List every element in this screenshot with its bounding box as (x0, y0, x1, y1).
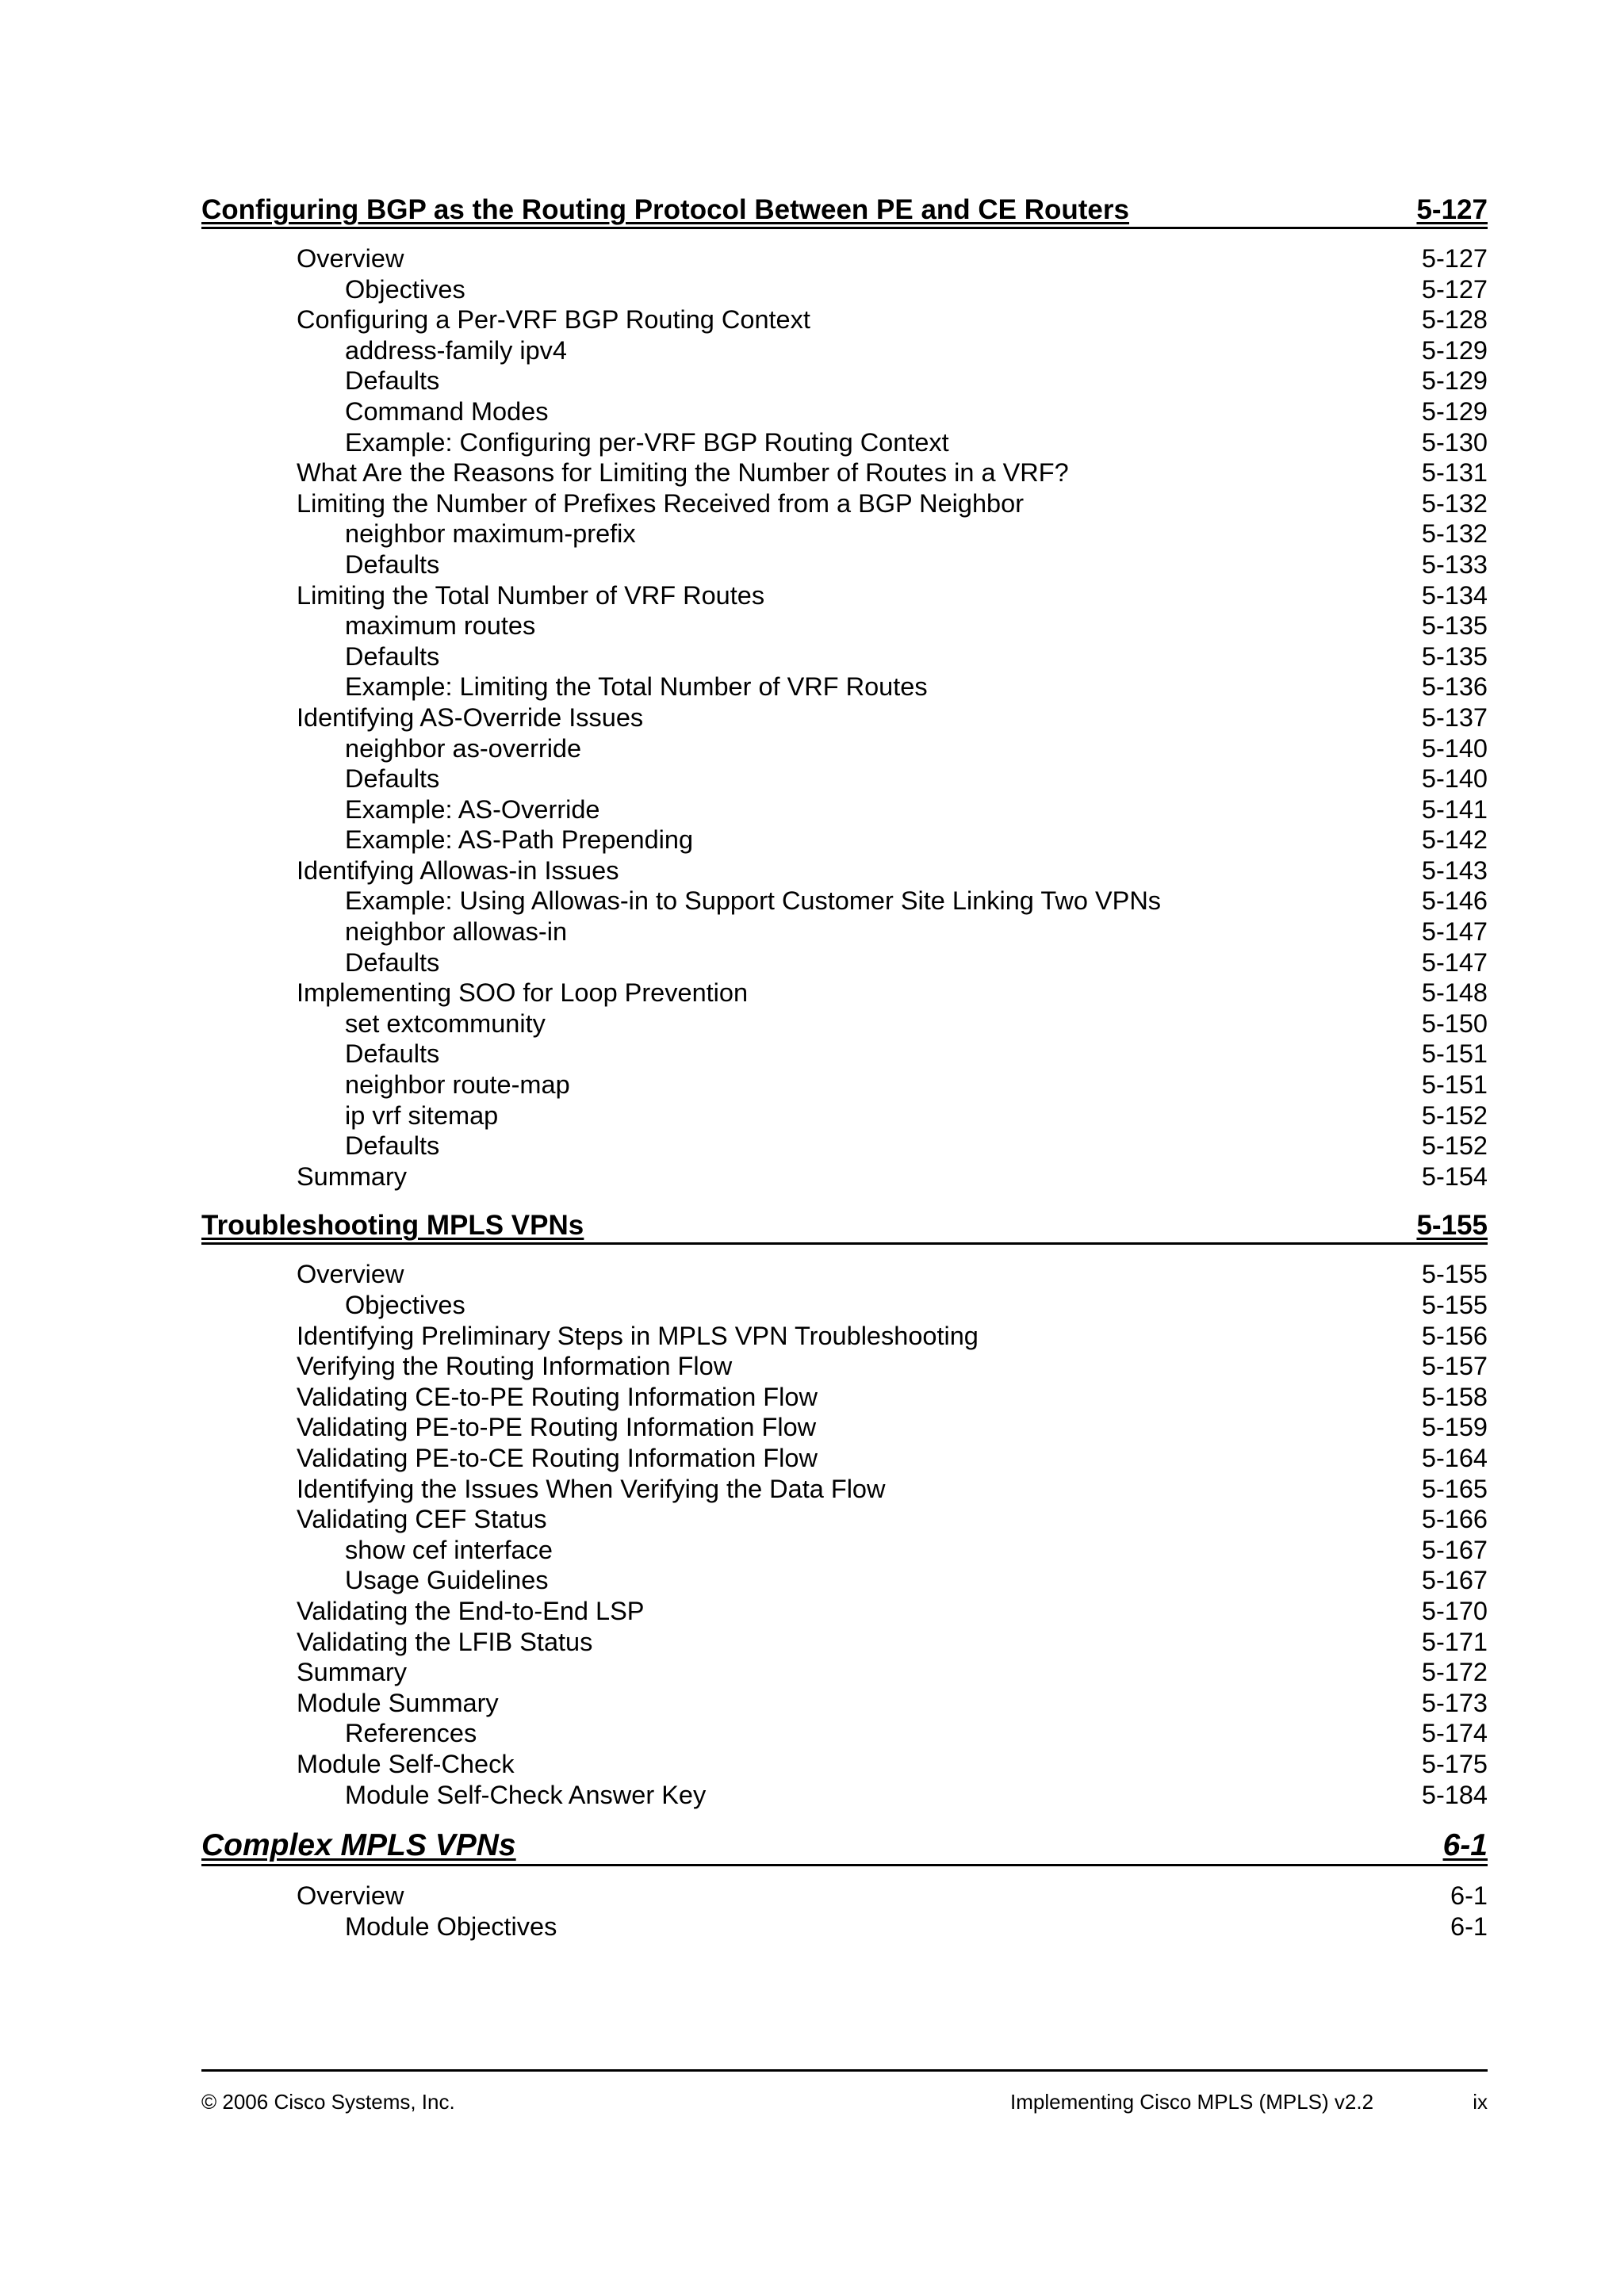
toc-entry[interactable] (201, 1131, 1488, 1161)
toc-entry-label: Module Summary (297, 1688, 499, 1717)
toc-entry[interactable] (201, 427, 1488, 458)
toc-entry[interactable] (201, 1535, 1488, 1566)
toc-entry[interactable] (201, 1008, 1488, 1039)
toc-entry-page: 6-1 (1450, 1911, 1488, 1941)
toc-entry-page: 5-157 (1421, 1352, 1488, 1381)
toc-entry[interactable] (201, 702, 1488, 733)
toc-entry-label: Example: AS-Path Prepending (345, 825, 694, 855)
module-heading[interactable] (201, 1827, 1488, 1866)
toc-entry-label: Validating PE-to-PE Routing Information Flow (297, 1413, 817, 1442)
toc-entry-label: Identifying the Issues When Verifying the Data Flow (297, 1474, 886, 1503)
toc-entry-label: Identifying Preliminary Steps in MPLS VPN Troubleshooting (297, 1321, 979, 1350)
toc-entry-label: set extcommunity (345, 1008, 546, 1038)
module-title: Complex MPLS VPNs (201, 1828, 516, 1863)
toc-entry[interactable] (201, 1881, 1488, 1911)
toc-entry-page: 5-140 (1421, 764, 1488, 794)
toc-entry[interactable] (201, 1504, 1488, 1535)
toc-section (201, 193, 1488, 1192)
footer-course-title: Implementing Cisco MPLS (MPLS) v2.2 (1010, 2090, 1374, 2114)
toc-entry-page: 5-147 (1421, 917, 1488, 947)
toc-entry[interactable] (201, 488, 1488, 519)
toc-entry-label: Module Self-Check (297, 1749, 515, 1778)
toc-entry[interactable] (201, 580, 1488, 611)
toc-entry[interactable] (201, 457, 1488, 488)
toc-entry-page: 5-156 (1421, 1321, 1488, 1350)
toc-entry[interactable] (201, 335, 1488, 366)
toc-entry-label: Validating PE-to-CE Routing Information Flow (297, 1443, 818, 1472)
toc-entry-page: 5-134 (1421, 580, 1488, 610)
toc-entry-page: 5-184 (1421, 1780, 1488, 1809)
toc-entry-label: Module Objectives (345, 1911, 557, 1941)
toc-entry-page: 5-146 (1421, 886, 1488, 916)
toc-entry-label: Overview (297, 1260, 404, 1289)
toc-entry-label: Summary (297, 1161, 408, 1191)
toc-entry-page: 5-142 (1421, 825, 1488, 855)
toc-entry[interactable] (201, 825, 1488, 855)
toc-entry-label: neighbor maximum-prefix (345, 519, 636, 549)
toc-entry[interactable] (201, 1749, 1488, 1780)
toc-entry[interactable] (201, 243, 1488, 274)
toc-entry-page: 5-158 (1421, 1382, 1488, 1411)
toc-entry[interactable] (201, 1412, 1488, 1443)
toc-entry-label: Verifying the Routing Information Flow (297, 1352, 733, 1381)
toc-entry-label: Usage Guidelines (345, 1566, 549, 1595)
toc-entry-label: address-family ipv4 (345, 335, 567, 365)
toc-entry[interactable] (201, 1627, 1488, 1658)
toc-entry[interactable] (201, 1161, 1488, 1192)
toc-entry-label: Example: Limiting the Total Number of VRF Routes (345, 672, 928, 702)
section-entries (201, 1259, 1488, 1810)
toc-entry-page: 5-159 (1421, 1413, 1488, 1442)
toc-entry-page: 5-128 (1421, 305, 1488, 335)
toc-entry-label: Command Modes (345, 396, 549, 426)
toc-entry-label: neighbor as-override (345, 733, 582, 763)
toc-entry[interactable] (201, 304, 1488, 335)
toc-entry-label: Validating the End-to-End LSP (297, 1596, 645, 1625)
toc-entry-page: 5-165 (1421, 1474, 1488, 1503)
toc-entry[interactable] (201, 1688, 1488, 1719)
toc-entry-label: Example: AS-Override (345, 794, 600, 824)
section-heading[interactable] (201, 193, 1488, 229)
toc-entry-page: 5-171 (1421, 1627, 1488, 1656)
toc-entry-page: 5-172 (1421, 1658, 1488, 1687)
toc-entry-label: Objectives (345, 274, 465, 304)
toc-entry-label: References (345, 1719, 477, 1748)
toc-entry-page: 5-147 (1421, 947, 1488, 977)
toc-entry-label: Defaults (345, 549, 440, 579)
toc-entry-page: 5-137 (1421, 702, 1488, 732)
toc-entry-label: Defaults (345, 947, 440, 977)
toc-entry-page: 5-175 (1421, 1749, 1488, 1778)
section-heading[interactable] (201, 1209, 1488, 1245)
section-page-number: 5-127 (1416, 194, 1488, 225)
toc-entry-label: Identifying Allowas-in Issues (297, 855, 619, 885)
page-footer (201, 2069, 1488, 2114)
toc-entry-label: Defaults (345, 366, 440, 396)
toc-entry[interactable] (201, 916, 1488, 947)
toc-entry-page: 5-166 (1421, 1505, 1488, 1534)
toc-entry-label: Limiting the Number of Prefixes Received from a BGP Neighbor (297, 488, 1025, 518)
footer-page-number: ix (1473, 2090, 1488, 2114)
toc-entry-page: 5-135 (1421, 611, 1488, 641)
toc-entry[interactable] (201, 1565, 1488, 1596)
toc-entry[interactable] (201, 886, 1488, 916)
footer-copyright: © 2006 Cisco Systems, Inc. (201, 2090, 455, 2114)
toc-entry-page: 5-132 (1421, 519, 1488, 549)
toc-entry-page: 5-167 (1421, 1566, 1488, 1595)
toc-entry[interactable] (201, 1596, 1488, 1627)
toc-entry-label: Configuring a Per-VRF BGP Routing Context (297, 305, 810, 335)
toc-entry-label: Module Self-Check Answer Key (345, 1780, 707, 1809)
toc-entry[interactable] (201, 1070, 1488, 1100)
toc-entry-page: 5-127 (1421, 244, 1488, 273)
toc-entry[interactable] (201, 1443, 1488, 1474)
toc-entry[interactable] (201, 1911, 1488, 1942)
toc-entry[interactable] (201, 396, 1488, 427)
toc-entry-page: 5-141 (1421, 794, 1488, 824)
toc-entry[interactable] (201, 1657, 1488, 1688)
toc-entry[interactable] (201, 1259, 1488, 1290)
toc-entry-page: 5-127 (1421, 274, 1488, 304)
toc-entry[interactable] (201, 947, 1488, 978)
toc-entry[interactable] (201, 1039, 1488, 1070)
toc-entry[interactable] (201, 365, 1488, 396)
toc-entry-label: neighbor allowas-in (345, 917, 568, 947)
toc-entry[interactable] (201, 549, 1488, 580)
toc-entry-label: What Are the Reasons for Limiting the Number of Routes in a VRF? (297, 458, 1069, 488)
toc-entry-page: 5-131 (1421, 458, 1488, 488)
toc-entry[interactable] (201, 978, 1488, 1008)
toc-entry-label: Defaults (345, 1131, 440, 1161)
toc-entry-page: 5-152 (1421, 1131, 1488, 1161)
toc-entry-label: Overview (297, 244, 404, 273)
toc-entry[interactable] (201, 1780, 1488, 1811)
toc-entry[interactable] (201, 763, 1488, 794)
toc-entry-page: 5-151 (1421, 1039, 1488, 1069)
toc-entry-label: Defaults (345, 764, 440, 794)
toc-entry-page: 5-129 (1421, 366, 1488, 396)
toc-entry-page: 5-150 (1421, 1008, 1488, 1038)
toc-entry-page: 6-1 (1450, 1881, 1488, 1911)
table-of-contents (201, 193, 1488, 1942)
toc-entry-label: Example: Configuring per-VRF BGP Routing Context (345, 427, 949, 457)
toc-entry-label: show cef interface (345, 1535, 553, 1564)
toc-entry[interactable] (201, 855, 1488, 886)
toc-section (201, 1827, 1488, 1942)
toc-entry-page: 5-130 (1421, 427, 1488, 457)
toc-entry-page: 5-132 (1421, 488, 1488, 518)
toc-entry-label: Limiting the Total Number of VRF Routes (297, 580, 765, 610)
toc-entry-label: Overview (297, 1881, 404, 1911)
toc-entry[interactable] (201, 1351, 1488, 1382)
toc-entry-label: maximum routes (345, 611, 536, 641)
toc-section (201, 1209, 1488, 1810)
toc-entry-page: 5-170 (1421, 1596, 1488, 1625)
toc-entry-page: 5-148 (1421, 978, 1488, 1008)
section-entries (201, 1881, 1488, 1942)
section-page-number: 5-155 (1416, 1210, 1488, 1242)
toc-entry-page: 5-174 (1421, 1719, 1488, 1748)
toc-entry-label: neighbor route-map (345, 1070, 570, 1100)
toc-entry-label: Defaults (345, 1039, 440, 1069)
toc-entry-page: 5-133 (1421, 549, 1488, 579)
toc-entry-label: Implementing SOO for Loop Prevention (297, 978, 749, 1008)
toc-entry-page: 5-167 (1421, 1535, 1488, 1564)
toc-entry-page: 5-143 (1421, 855, 1488, 885)
toc-entry-label: Objectives (345, 1291, 465, 1319)
toc-entry-label: Summary (297, 1658, 408, 1687)
toc-entry-page: 5-129 (1421, 335, 1488, 365)
section-entries (201, 243, 1488, 1192)
toc-entry[interactable] (201, 733, 1488, 764)
toc-entry-page: 5-155 (1421, 1260, 1488, 1289)
toc-entry[interactable] (201, 610, 1488, 641)
section-title: Configuring BGP as the Routing Protocol Between PE and CE Routers (201, 194, 1129, 225)
toc-entry-label: Validating CEF Status (297, 1505, 547, 1534)
toc-entry[interactable] (201, 1382, 1488, 1413)
toc-entry-page: 5-135 (1421, 641, 1488, 671)
toc-entry[interactable] (201, 1718, 1488, 1749)
module-page-number: 6-1 (1442, 1828, 1488, 1863)
toc-entry-page: 5-154 (1421, 1161, 1488, 1191)
toc-entry-label: Defaults (345, 641, 440, 671)
toc-entry[interactable] (201, 274, 1488, 305)
toc-entry-label: ip vrf sitemap (345, 1100, 499, 1130)
toc-entry[interactable] (201, 672, 1488, 702)
toc-entry-page: 5-173 (1421, 1688, 1488, 1717)
toc-entry[interactable] (201, 1321, 1488, 1352)
toc-entry-label: Validating the LFIB Status (297, 1627, 593, 1656)
toc-entry[interactable] (201, 519, 1488, 549)
toc-entry-label: Identifying AS-Override Issues (297, 702, 644, 732)
toc-entry[interactable] (201, 1290, 1488, 1321)
toc-entry[interactable] (201, 641, 1488, 672)
toc-entry[interactable] (201, 1474, 1488, 1505)
toc-entry-page: 5-140 (1421, 733, 1488, 763)
toc-entry[interactable] (201, 794, 1488, 825)
toc-entry-page: 5-129 (1421, 396, 1488, 426)
toc-entry-page: 5-155 (1421, 1291, 1488, 1319)
toc-entry-page: 5-164 (1421, 1443, 1488, 1472)
toc-entry-page: 5-136 (1421, 672, 1488, 702)
toc-entry-label: Validating CE-to-PE Routing Information Flow (297, 1382, 818, 1411)
toc-entry-page: 5-151 (1421, 1070, 1488, 1100)
toc-entry-label: Example: Using Allowas-in to Support Customer Site Linking Two VPNs (345, 886, 1162, 916)
toc-entry[interactable] (201, 1100, 1488, 1131)
toc-entry-page: 5-152 (1421, 1100, 1488, 1130)
section-title: Troubleshooting MPLS VPNs (201, 1210, 584, 1242)
